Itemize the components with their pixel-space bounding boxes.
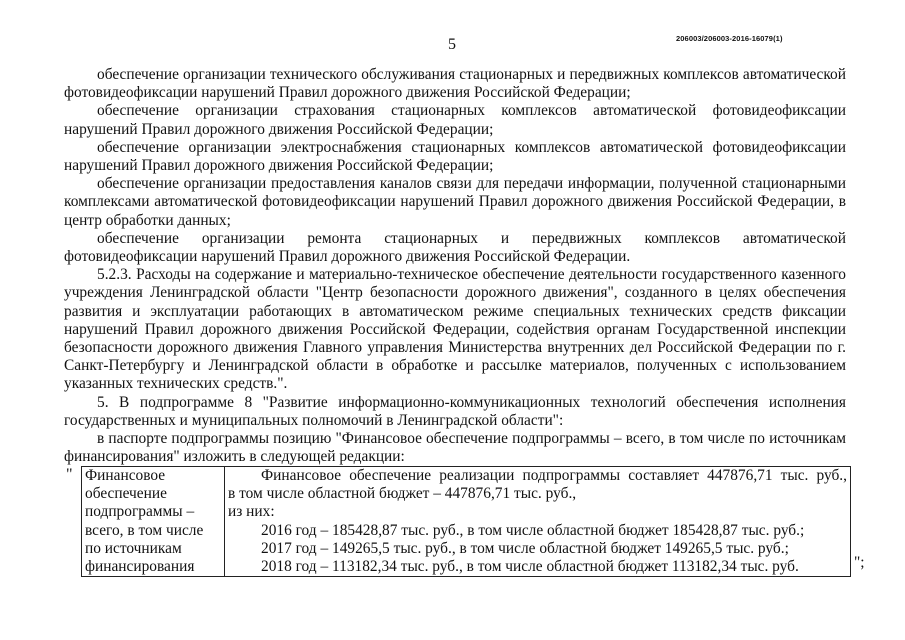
financing-table <box>81 466 851 577</box>
regional-budget-line: в том числе областной бюджет – 447876,71 тыс. руб., <box>228 485 577 503</box>
paragraph-5-2-3: 5.2.3. Расходы на содержание и материально-техническое обеспечение деятельности государственного казенного учреждения Ленинградской области "Центр безопасности дорожного движения", созданного в целях обеспечения развития и эксплуатации работающих в автоматическом режиме специальных технических средств фиксации нарушений Правил дорожного движения Российской Федерации, содействия органам Государственной инспекции безопасности дорожного движения Главного управления Министерства внутренних дел Российской Федерации по г. Санкт-Петербургу и Ленинградской области в обработке и рассылке материалов, полученных с использованием указанных технических средств.". <box>64 266 846 393</box>
closing-quote: "; <box>854 554 865 571</box>
label-line: всего, в том числе <box>85 521 204 539</box>
label-line: финансирования <box>85 558 195 576</box>
year-2018-line: 2018 год – 113182,34 тыс. руб., в том числе областной бюджет 113182,34 тыс. руб. <box>261 558 799 576</box>
financing-label-cell <box>82 467 225 577</box>
label-line: обеспечение <box>85 485 167 503</box>
paragraph-power-supply: обеспечение организации электроснабжения стационарных комплексов автоматической фотовидеофиксации нарушений Правил дорожного движения Российской Федерации; <box>64 138 846 175</box>
opening-quote: " <box>66 466 73 483</box>
table-row <box>82 467 851 577</box>
financing-table-block <box>64 464 864 574</box>
year-2017-line: 2017 год – 149265,5 тыс. руб., в том числе областной бюджет 149265,5 тыс. руб.; <box>261 539 789 557</box>
of-which-line: из них: <box>228 503 275 521</box>
paragraph-insurance: обеспечение организации страхования стационарных комплексов автоматической фотовидеофиксации нарушений Правил дорожного движения Российской Федерации; <box>64 102 846 138</box>
paragraph-repair: обеспечение организации ремонта стационарных и передвижных комплексов автоматической фотовидеофиксации нарушений Правил дорожного движения Российской Федерации. <box>64 229 846 266</box>
paragraph-section-5: 5. В подпрограмме 8 "Развитие информационно-коммуникационных технологий обеспечения исполнения государственных и муниципальных полномочий в Ленинградской области": <box>64 393 846 429</box>
paragraph-maintenance: обеспечение организации технического обслуживания стационарных и передвижных комплексов автоматической фотовидеофиксации нарушений Правил дорожного движения Российской Федерации; <box>64 66 846 102</box>
label-line: по источникам <box>85 539 182 557</box>
financing-content-cell <box>225 467 851 577</box>
year-2016-line: 2016 год – 185428,87 тыс. руб., в том числе областной бюджет 185428,87 тыс. руб.; <box>261 521 805 539</box>
paragraph-passport: в паспорте подпрограммы позицию "Финансовое обеспечение подпрограммы – всего, в том числе по источникам финансирования" изложить в следующей редакции: <box>64 430 846 466</box>
paragraph-communication-channels: обеспечение организации предоставления каналов связи для передачи информации, полученной стационарными комплексами автоматической фотовидеофиксации нарушений Правил дорожного движения Российской Федерации, в центр обработки данных; <box>64 175 846 229</box>
document-body <box>64 66 846 466</box>
label-line: подпрограммы – <box>85 503 195 521</box>
document-code: 206003/206003-2016-16079(1) <box>676 34 783 43</box>
page-number: 5 <box>448 36 456 53</box>
label-line: Финансовое <box>85 467 166 484</box>
total-financing-line: Финансовое обеспечение реализации подпрограммы составляет 447876,71 тыс. руб., <box>261 467 847 484</box>
